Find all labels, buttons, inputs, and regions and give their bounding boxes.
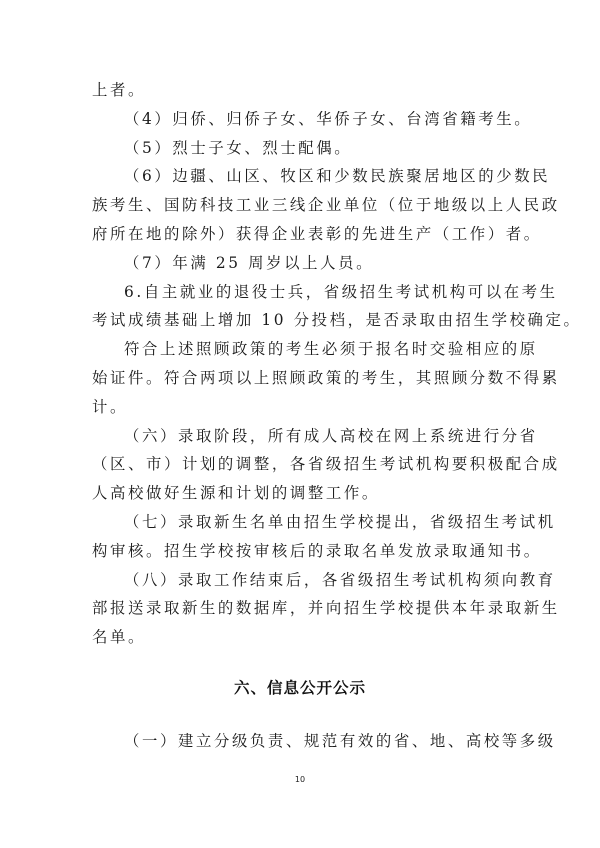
text-line: 6.自主就业的退役士兵，省级招生考试机构可以在考生 [124,282,558,301]
text-line: 府所在地的除外）获得企业表彰的先进生产（工作）者。 [92,224,542,243]
text-line: 计。 [92,397,128,416]
section-heading: 六、信息公开公示 [233,679,366,697]
text-line: 族考生、国防科技工业三线企业单位（位于地级以上人民政 [92,196,560,215]
text-line: （六）录取阶段，所有成人高校在网上系统进行分省 [124,426,538,445]
text-line: 符合上述照顾政策的考生必须于报名时交验相应的原 [124,340,538,359]
text-line: （七）录取新生名单由招生学校提出，省级招生考试机 [124,512,556,531]
text-line: （6）边疆、山区、牧区和少数民族聚居地区的少数民 [124,167,551,186]
text-line: （7）年满 25 周岁以上人员。 [124,253,375,272]
page-number: 10 [294,775,306,784]
text-line: 名单。 [92,628,146,647]
text-line: （5）烈士子女、烈士配偶。 [124,138,353,157]
text-line: （区、市）计划的调整，各省级招生考试机构要积极配合成 [92,455,560,474]
text-line: 人高校做好生源和计划的调整工作。 [92,484,380,503]
text-line: 考试成绩基础上增加 10 分投档，是否录取由招生学校确定。 [92,311,582,330]
text-line: 始证件。符合两项以上照顾政策的考生，其照顾分数不得累 [92,368,560,387]
text-line: （4）归侨、归侨子女、华侨子女、台湾省籍考生。 [124,109,533,128]
text-line: 上者。 [92,81,146,99]
text-line: 构审核。招生学校按审核后的录取名单发放录取通知书。 [92,541,542,560]
section-first-line: （一）建立分级负责、规范有效的省、地、高校等多级 [124,732,556,750]
body-text [92,76,582,652]
text-line: （八）录取工作结束后，各省级招生考试机构须向教育 [124,570,556,589]
text-line: 部报送录取新生的数据库，并向招生学校提供本年录取新生 [92,599,560,618]
